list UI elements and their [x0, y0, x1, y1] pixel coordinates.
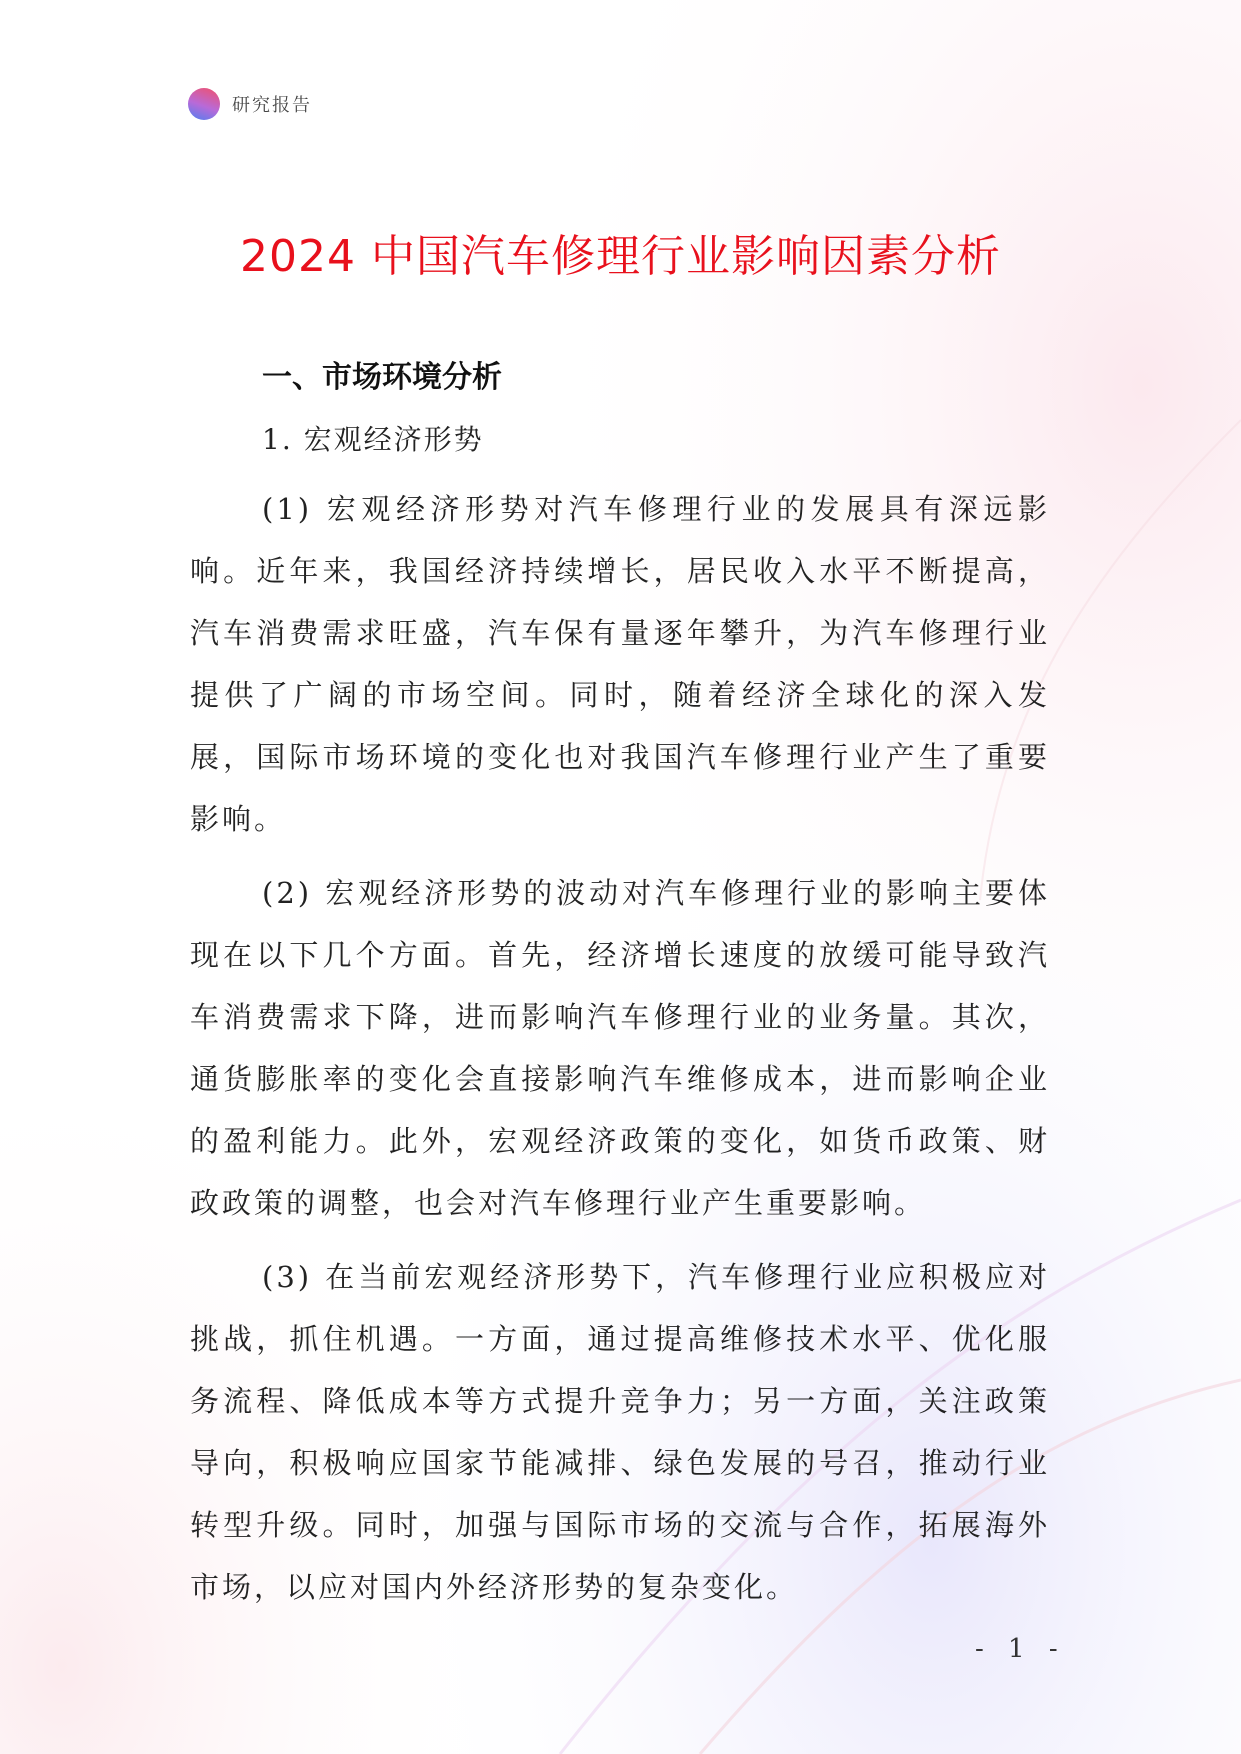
section-heading: 一、市场环境分析 — [262, 360, 502, 395]
logo-circle-icon — [188, 88, 220, 120]
report-header — [188, 88, 312, 120]
paragraph-1: (1) 宏观经济形势对汽车修理行业的发展具有深远影响。近年来，我国经济持续增长，居民收入水平不断提高，汽车消费需求旺盛，汽车保有量逐年攀升，为汽车修理行业提供了广阔的市场空间。同时，随着经济全球化的深入发展，国际市场环境的变化也对我国汽车修理行业产生了重要影响。 — [190, 492, 1050, 836]
header-label: 研究报告 — [232, 95, 312, 116]
paragraph-2: (2) 宏观经济形势的波动对汽车修理行业的影响主要体现在以下几个方面。首先，经济增长速度的放缓可能导致汽车消费需求下降，进而影响汽车修理行业的业务量。其次，通货膨胀率的变化会直接影响汽车维修成本，进而影响企业的盈利能力。此外，宏观经济政策的变化，如货币政策、财政政策的调整，也会对汽车修理行业产生重要影响。 — [190, 876, 1050, 1220]
paragraph-3: (3) 在当前宏观经济形势下，汽车修理行业应积极应对挑战，抓住机遇。一方面，通过提高维修技术水平、优化服务流程、降低成本等方式提升竞争力；另一方面，关注政策导向，积极响应国家节能减排、绿色发展的号召，推动行业转型升级。同时，加强与国际市场的交流与合作，拓展海外市场，以应对国内外经济形势的复杂变化。 — [190, 1260, 1050, 1604]
page-number: - 1 - — [975, 1634, 1066, 1664]
document-body — [190, 356, 1050, 1618]
subsection-heading: 1. 宏观经济形势 — [262, 423, 484, 456]
document-title: 2024 中国汽车修理行业影响因素分析 — [240, 231, 1001, 282]
